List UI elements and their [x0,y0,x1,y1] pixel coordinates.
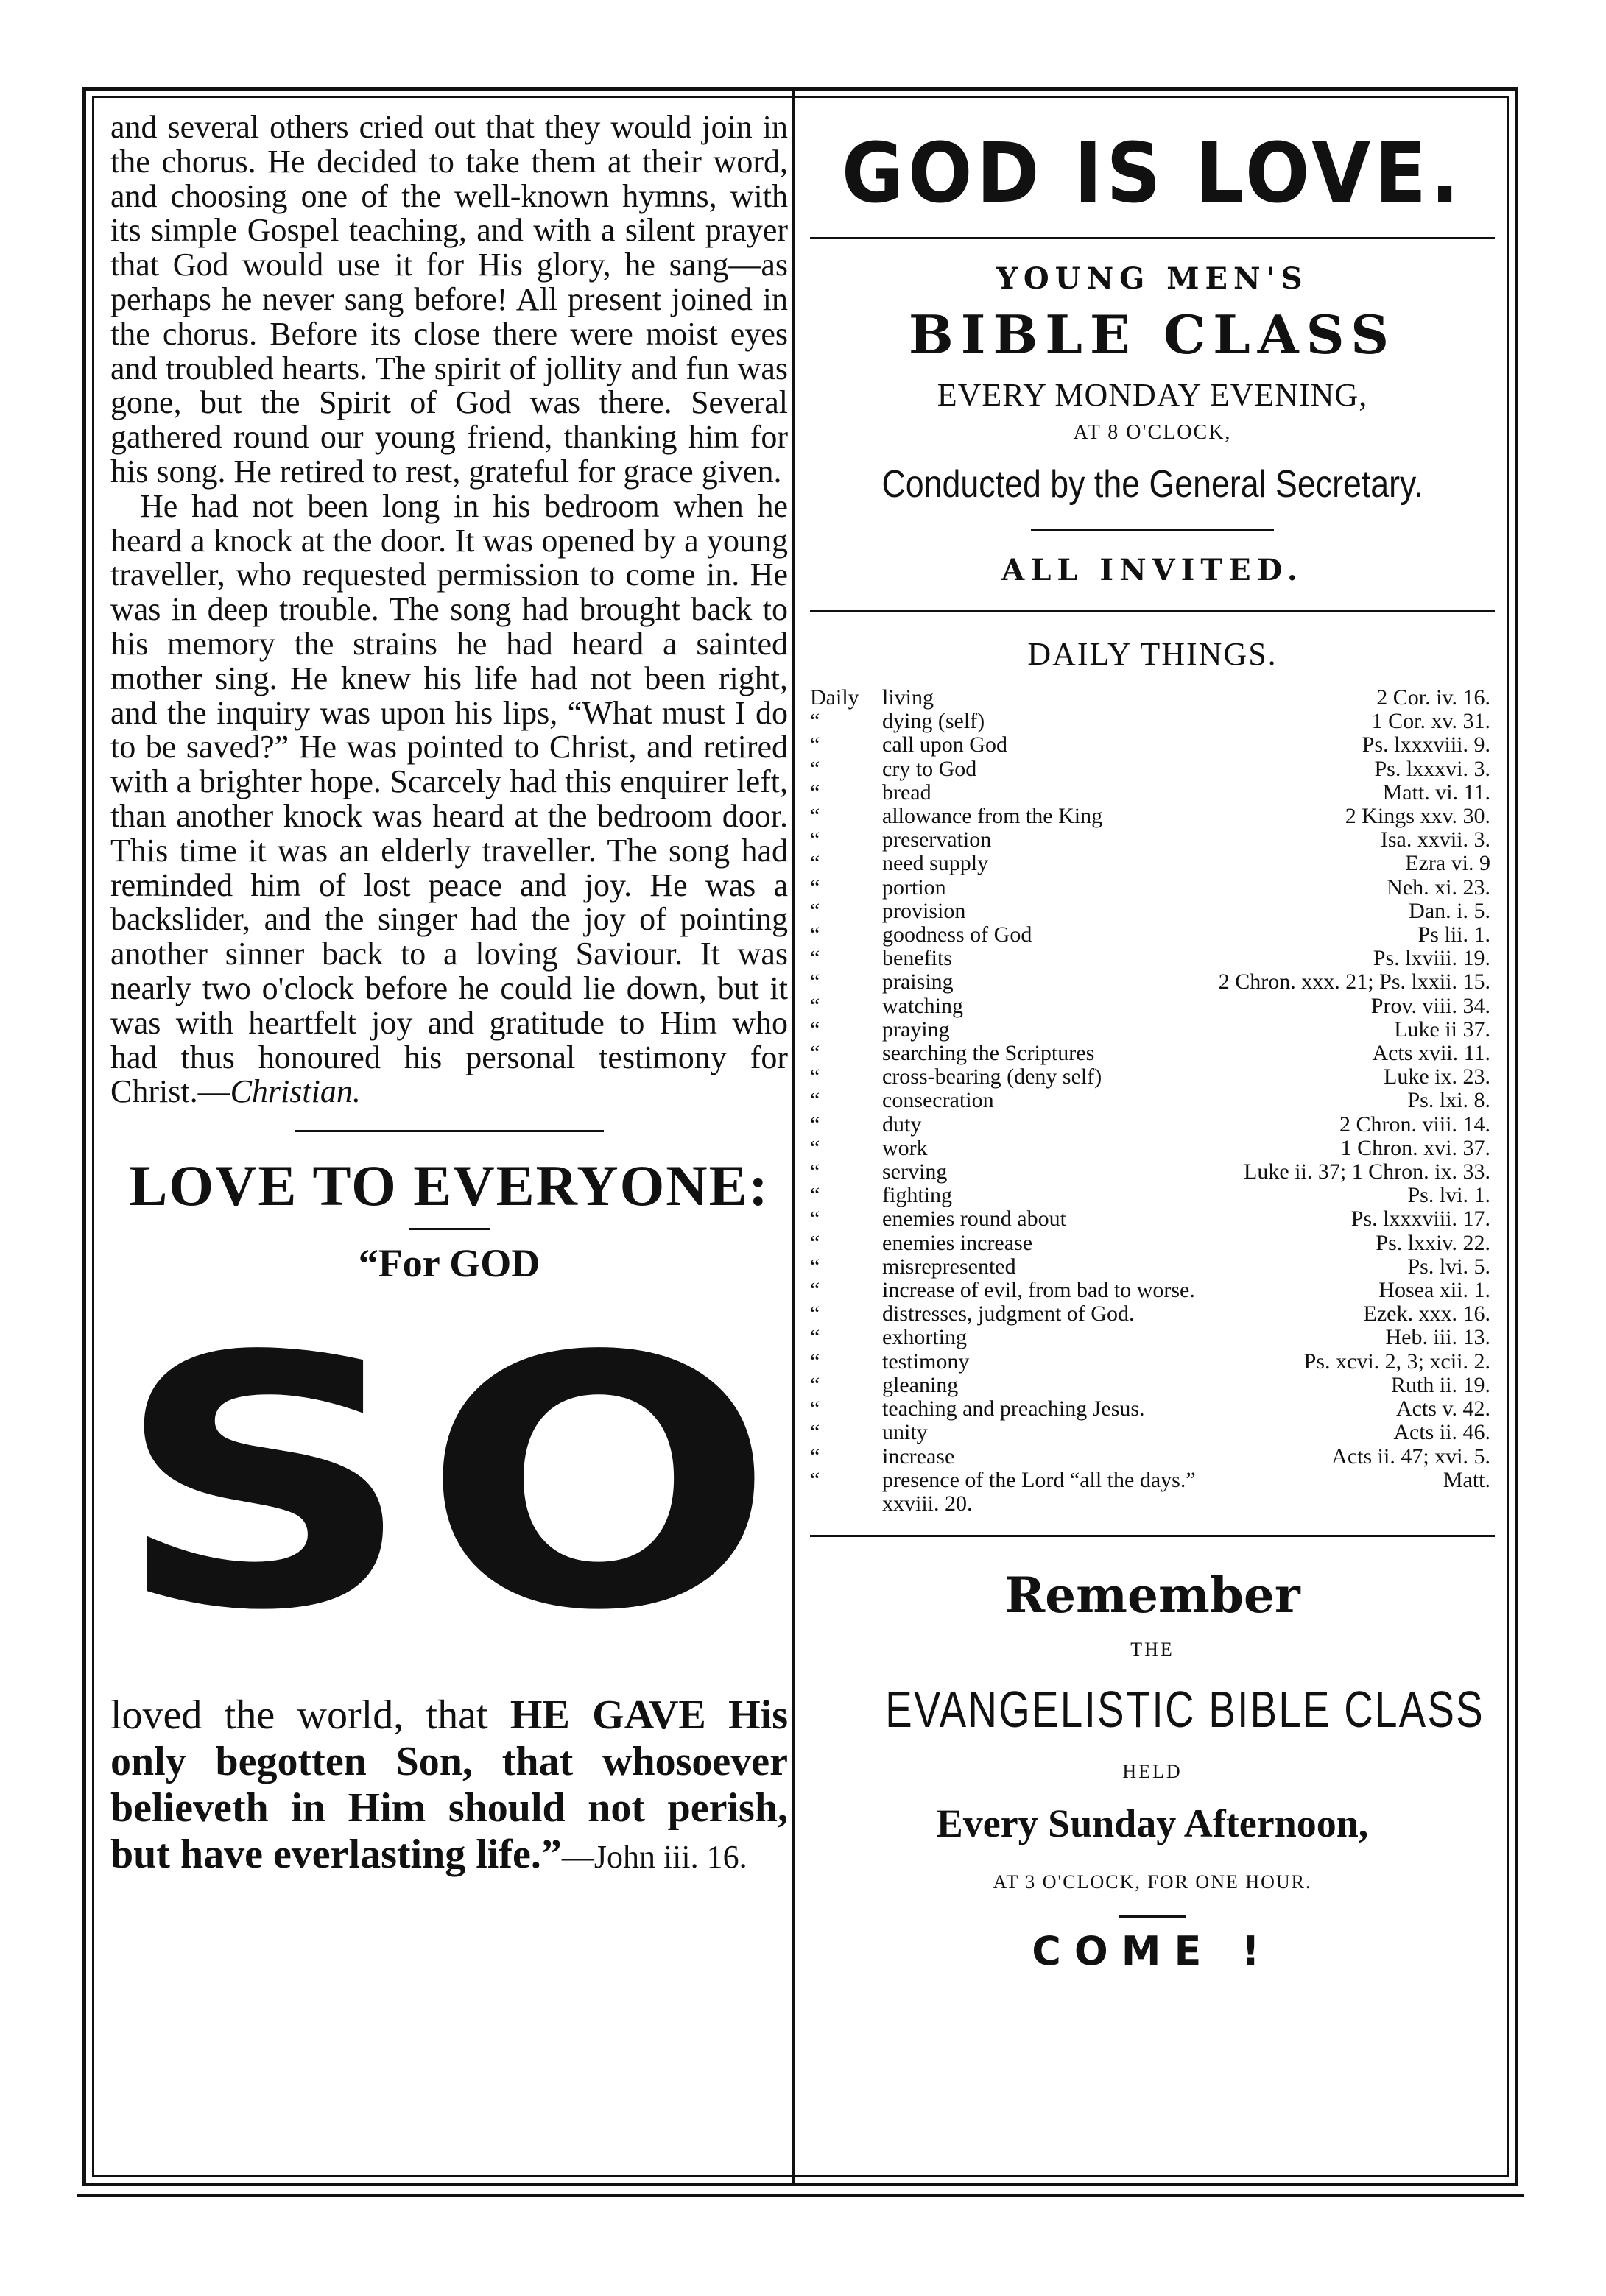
daily-item-name: work [882,1135,928,1160]
for-god-text: “For GOD [358,1241,540,1286]
daily-item-lead: “ [810,1301,820,1327]
separator-rule-small [409,1228,490,1230]
daily-item-name: dying (self) [882,709,985,734]
so-large-word: SO [114,1283,784,1686]
right-rule-1 [810,237,1495,239]
daily-item-reference: Hosea xii. 1. [1378,1278,1490,1303]
daily-item-name: living [882,685,934,710]
daily-item-lead: “ [810,922,820,947]
daily-item [810,733,1495,757]
daily-item [810,970,1495,994]
daily-item-reference: Ps. xcvi. 2, 3; xcii. 2. [1303,1349,1490,1374]
at-eight-text: AT 8 O'CLOCK, [1073,421,1232,444]
daily-item-name: fighting [882,1183,952,1208]
daily-item-lead: “ [810,1017,820,1042]
daily-item-reference: Dan. i. 5. [1409,898,1490,923]
daily-item-lead: “ [810,1467,820,1492]
daily-item-lead: “ [810,1088,820,1113]
daily-item-lead: “ [810,732,820,757]
daily-item-reference: Ps. lxxxviii. 17. [1350,1207,1490,1232]
daily-item-name: duty [882,1112,922,1137]
daily-item [810,947,1495,970]
left-column [110,110,788,1880]
daily-item [810,1113,1495,1137]
conducted-by-text: Conducted by the General Secretary. [881,463,1423,506]
daily-item [810,852,1495,875]
daily-item-reference: Luke ii 37. [1394,1017,1490,1042]
daily-item-lead: “ [810,1159,820,1184]
daily-item-reference: Ps. lvi. 5. [1407,1254,1490,1279]
daily-item-reference: Acts xvii. 11. [1372,1041,1490,1066]
john-verse [110,1692,788,1880]
daily-item [810,876,1495,900]
daily-item-name: misrepresented [882,1254,1016,1279]
daily-item-name: enemies increase [882,1230,1033,1255]
daily-item-lead: Daily [810,685,859,710]
daily-item-lead: “ [810,875,820,900]
daily-item [810,828,1495,852]
daily-item-name: allowance from the King [882,804,1103,829]
daily-item [810,781,1495,805]
right-rule-short [1031,529,1274,531]
daily-item [810,1492,1495,1516]
daily-item-lead: “ [810,709,820,734]
daily-item-name: portion [882,875,946,900]
daily-item-reference: Acts v. 42. [1395,1396,1490,1421]
daily-item-name: teaching and preaching Jesus. [882,1396,1145,1421]
daily-item-reference: Ps lii. 1. [1417,922,1490,947]
daily-item [810,1018,1495,1042]
daily-item-name: provision [882,898,966,923]
evangelistic-heading: EVANGELISTIC BIBLE CLASS [885,1681,1485,1739]
daily-item-reference: Ps. lxxiv. 22. [1376,1230,1490,1255]
daily-item-lead: “ [810,1207,820,1232]
daily-item [810,1232,1495,1255]
every-monday-text: EVERY MONDAY EVENING, [937,377,1368,413]
daily-item-name: cry to God [882,756,977,781]
the-text: THE [1130,1639,1174,1661]
daily-item-lead: “ [810,969,820,995]
daily-item-name: goodness of God [882,922,1032,947]
daily-item [810,1184,1495,1207]
daily-item [810,1350,1495,1374]
daily-item [810,805,1495,828]
held-text: HELD [1122,1761,1183,1783]
daily-item [810,1445,1495,1469]
daily-item-name: praying [882,1017,950,1042]
daily-item [810,1065,1495,1089]
right-rule-3 [810,1535,1495,1537]
right-rule-2 [810,610,1495,612]
separator-rule [295,1130,604,1132]
daily-item-lead: “ [810,1420,820,1445]
daily-item-reference: Ps. lxxxvi. 3. [1374,756,1490,781]
daily-item-reference: Matt. vi. 11. [1382,780,1490,805]
daily-item-name: increase of evil, from bad to worse. [882,1278,1195,1303]
daily-item-lead: “ [810,993,820,1018]
daily-item-lead: “ [810,1396,820,1421]
daily-item-name: cross-bearing (deny self) [882,1064,1102,1089]
daily-item-reference: 2 Chron. xxx. 21; Ps. lxxii. 15. [1218,969,1490,995]
verse-part-b: HE GAVE [510,1692,706,1739]
daily-item-lead: “ [810,946,820,971]
daily-item [810,1089,1495,1112]
daily-item-name: increase [882,1444,955,1469]
daily-item-name: xxviii. 20. [882,1491,973,1516]
daily-item-name: gleaning [882,1372,959,1397]
daily-item-name: enemies round about [882,1207,1066,1232]
daily-item-name: searching the Scriptures [882,1041,1095,1066]
bottom-rule [77,2194,1524,2197]
verse-part-a: loved the world, that [110,1692,510,1739]
daily-item-reference: Ruth ii. 19. [1390,1372,1490,1397]
daily-item-reference: Heb. iii. 13. [1385,1325,1490,1350]
daily-item-name: bread [882,780,931,805]
daily-item [810,1042,1495,1065]
daily-item [810,1137,1495,1160]
daily-item-name: unity [882,1420,928,1445]
daily-item-lead: “ [810,1278,820,1303]
daily-item-reference [1490,1492,1495,1516]
daily-item-lead: “ [810,1325,820,1350]
daily-item-lead: “ [810,1372,820,1397]
daily-item [810,923,1495,947]
daily-things-heading: DAILY THINGS. [1027,636,1278,672]
daily-item-reference: 2 Kings xxv. 30. [1345,804,1490,829]
daily-item-reference: Ps. lvi. 1. [1407,1183,1490,1208]
daily-item-reference: Ps. lxxxviii. 9. [1362,732,1490,757]
daily-item [810,900,1495,923]
column-divider [792,87,795,2186]
remember-heading: Remember [1004,1566,1300,1625]
daily-item-name: praising [882,969,954,995]
daily-item-name: benefits [882,946,952,971]
daily-item-reference: Prov. viii. 34. [1370,993,1490,1018]
daily-item-lead: “ [810,1041,820,1066]
daily-item-name: presence of the Lord “all the days.” [882,1467,1196,1492]
daily-item-reference: Acts ii. 46. [1393,1420,1490,1445]
daily-item-name: serving [882,1159,948,1184]
daily-item [810,1421,1495,1444]
daily-item [810,1302,1495,1326]
daily-item [810,686,1495,710]
daily-item-lead [810,1492,882,1516]
daily-item-lead: “ [810,898,820,923]
story-paragraph-1: and several others cried out that they would join in the chorus. He decided to take them at their word, and choosing one of the well-known hymns, with its simple Gospel teaching, and with a silent prayer that God would use it for His glory, he sang—as perhaps he never sang before! All present joined in the chorus. Before its close there were moist eyes and troubled hearts. The spirit of jollity and fun was gone, but the Spirit of God was there. Several gathered round our young friend, thanking him for his song. He retired to rest, grateful for grace given. [110,109,788,490]
daily-item-reference: Ezra vi. 9 [1405,851,1490,876]
daily-item-reference: Neh. xi. 23. [1387,875,1490,900]
daily-item [810,1160,1495,1184]
daily-item-name: preservation [882,827,992,852]
all-invited-text: ALL INVITED. [1001,553,1303,587]
come-text: COME ! [1032,1928,1273,1975]
love-heading: LOVE TO EVERYONE: [129,1154,769,1218]
daily-item-name: distresses, judgment of God. [882,1301,1135,1327]
daily-item-reference: 1 Chron. xvi. 37. [1340,1135,1490,1160]
verse-reference: —John iii. 16. [561,1839,747,1876]
daily-item-name: testimony [882,1349,970,1374]
daily-item [810,1469,1495,1492]
daily-item-reference: Ps. lxviii. 19. [1373,946,1490,971]
verse-part-c: His only begotten Son, that whosoever believeth in Him should not perish, but have everlasting life.” [110,1692,789,1878]
daily-item-lead: “ [810,1112,820,1137]
daily-item-lead: “ [810,1230,820,1255]
daily-item-reference: 2 Chron. viii. 14. [1339,1112,1490,1137]
daily-item-lead: “ [810,780,820,805]
right-rule-tiny [1119,1915,1186,1918]
daily-item [810,995,1495,1018]
daily-item-reference: Ps. lxi. 8. [1407,1088,1490,1113]
story-source: Christian. [230,1073,361,1110]
daily-item-name: call upon God [882,732,1007,757]
daily-item [810,1207,1495,1231]
story-paragraph-2-text: He had not been long in his bedroom when he heard a knock at the door. It was opened by a young traveller, who requested permission to come in. He was in deep trouble. The song had brought back to his memory the strains he had heard a sainted mother sing. He knew his life had not been right, and the inquiry was upon his lips, “What must I do to be saved?” He was pointed to Christ, and retired with a brighter hope. Scarcely had this enquirer left, than another knock was heard at the bedroom door. This time it was an elderly traveller. The song had reminded him of lost peace and joy. He was a backslider, and the singer had the joy of pointing another sinner back to a loving Saviour. It was nearly two o'clock before he could lie down, but it was with heartfelt joy and gratitude to Him who had thus honoured his personal testimony for Christ.— [110,487,788,1110]
daily-item-lead: “ [810,1135,820,1160]
at-three-text: AT 3 O'CLOCK, FOR ONE HOUR. [993,1871,1312,1893]
daily-item [810,1255,1495,1279]
daily-item-lead: “ [810,1064,820,1089]
daily-item-name: need supply [882,851,989,876]
daily-item [810,757,1495,781]
daily-item-reference: 2 Cor. iv. 16. [1376,685,1490,710]
daily-item-reference: Ezek. xxx. 16. [1363,1301,1490,1327]
daily-item-reference: Luke ix. 23. [1384,1064,1490,1089]
daily-item-lead: “ [810,1349,820,1374]
bible-class-heading: BIBLE CLASS [908,303,1397,366]
daily-things-list [810,686,1495,1516]
daily-item-lead: “ [810,1183,820,1208]
daily-item-lead: “ [810,756,820,781]
daily-item [810,1374,1495,1397]
right-column [810,110,1495,1974]
story-paragraph-2 [110,487,788,1110]
daily-item-lead: “ [810,827,820,852]
daily-item-lead: “ [810,1254,820,1279]
daily-item-name: exhorting [882,1325,967,1350]
daily-item-name: consecration [882,1088,994,1113]
daily-item-lead: “ [810,804,820,829]
every-sunday-text: Every Sunday Afternoon, [936,1801,1369,1846]
daily-item-name: watching [882,993,963,1018]
daily-item-lead: “ [810,1444,820,1469]
daily-item-reference: Acts ii. 47; xvi. 5. [1331,1444,1490,1469]
daily-item-reference: Matt. [1443,1467,1490,1492]
daily-item-reference: 1 Cor. xv. 31. [1371,709,1490,734]
daily-item-lead: “ [810,851,820,876]
young-mens-heading: YOUNG MEN'S [996,261,1309,296]
daily-item-reference: Isa. xxvii. 3. [1380,827,1490,852]
daily-item [810,1397,1495,1421]
daily-item [810,1326,1495,1349]
daily-item [810,710,1495,733]
god-is-love-heading: GOD IS LOVE. [841,126,1464,222]
daily-item-reference: Luke ii. 37; 1 Chron. ix. 33. [1244,1159,1490,1184]
daily-item [810,1279,1495,1302]
